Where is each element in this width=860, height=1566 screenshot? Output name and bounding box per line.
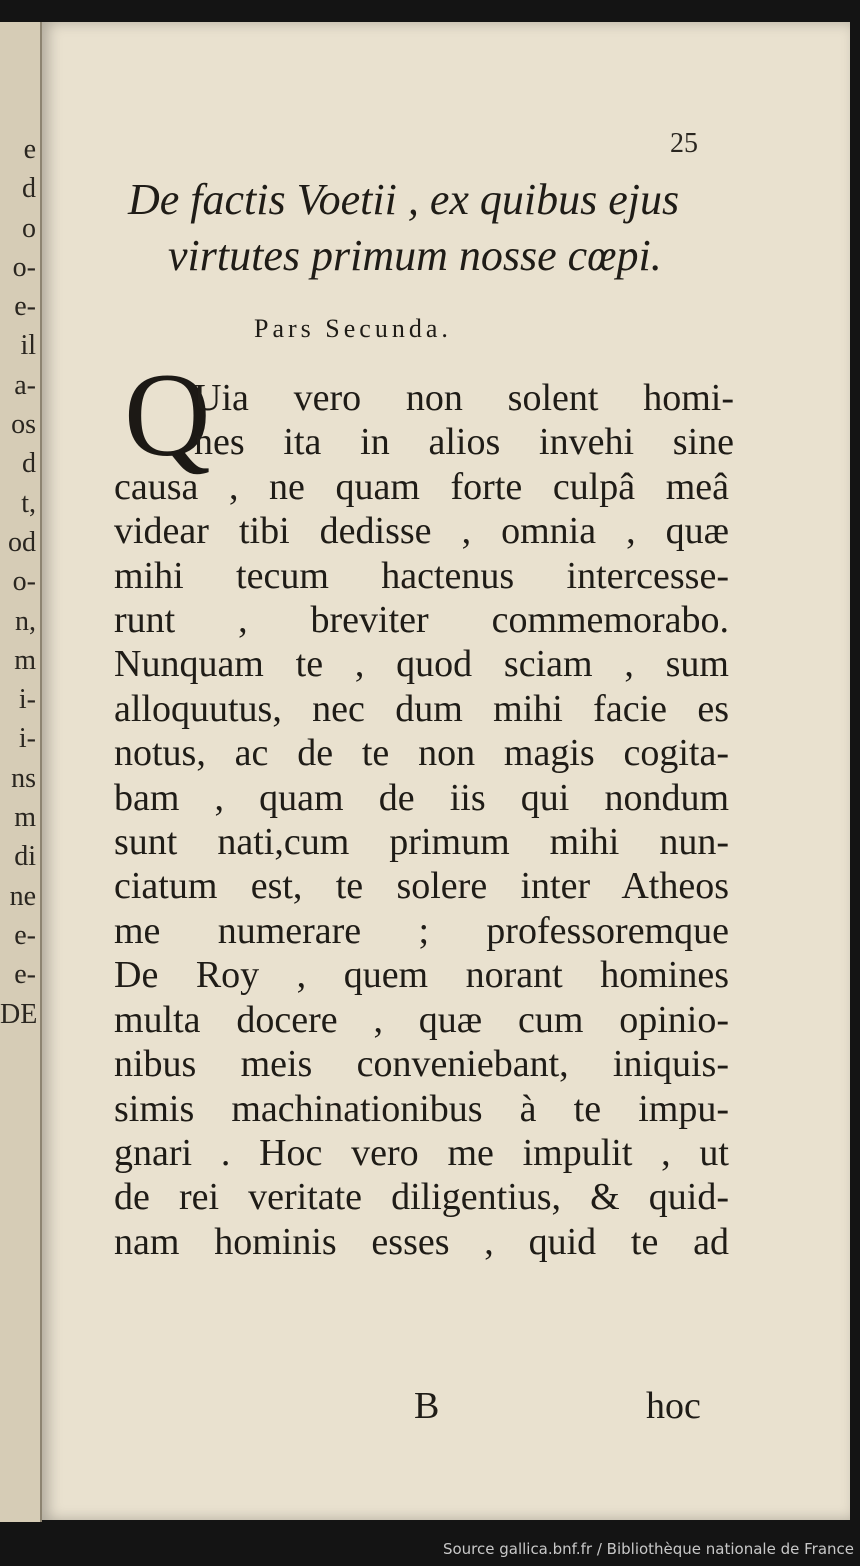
margin-fragment: t, (21, 487, 36, 519)
margin-fragment: o (22, 212, 36, 244)
catchword: hoc (646, 1385, 701, 1427)
left-page-edge (0, 22, 42, 1522)
margin-fragment: o- (12, 251, 36, 283)
margin-fragment: ns (11, 762, 36, 794)
margin-fragment: a- (14, 369, 36, 401)
text-line: ciatum est, te solere inter Atheos (114, 865, 729, 908)
margin-fragment: DE (0, 998, 38, 1030)
margin-fragment: m (14, 802, 36, 834)
source-credit: Source gallica.bnf.fr / Bibliothèque nationale de France (442, 1540, 854, 1558)
text-line: me numerare ; professoremque (114, 909, 729, 952)
heading-line-2: virtutes primum nosse cœpi. (168, 231, 662, 280)
text-line: nam hominis esses , quid te ad (114, 1220, 729, 1263)
margin-fragment: os (11, 409, 36, 441)
text-line: Nunquam te , quod sciam , sum (114, 643, 729, 686)
body-text (114, 376, 734, 1264)
margin-fragment: i- (18, 684, 36, 716)
text-line: mihi tecum hactenus intercesse- (114, 554, 729, 597)
margin-fragment: e (23, 134, 36, 165)
text-line: multa docere , quæ cum opinio- (114, 998, 729, 1041)
text-line: Uia vero non solent homi- (194, 377, 734, 419)
text-line: notus, ac de te non magis cogita- (114, 732, 729, 775)
margin-fragment: di (14, 841, 36, 873)
text-line: De Roy , quem norant homines (114, 954, 729, 997)
text-line: runt , breviter commemorabo. (114, 599, 729, 642)
drop-cap: Q (124, 348, 211, 481)
margin-fragment: e- (14, 919, 36, 951)
text-line: nibus meis conveniebant, iniquis- (114, 1043, 729, 1086)
text-line: gnari . Hoc vero me impulit , ut (114, 1131, 729, 1174)
text-line: bam , quam de iis qui nondum (114, 776, 729, 819)
margin-fragment: n, (15, 605, 36, 637)
text-line: videar tibi dedisse , omnia , quæ (114, 510, 729, 553)
part-title: Pars Secunda. (254, 314, 452, 343)
margin-fragment: ne (9, 880, 36, 912)
margin-fragment: od (8, 526, 36, 558)
text-line: simis machinationibus à te impu- (114, 1087, 729, 1130)
text-line: sunt nati,cum primum mihi nun- (114, 821, 729, 864)
left-page-margin-fragments (0, 130, 36, 1034)
margin-fragment: m (14, 644, 36, 676)
page-number: 25 (670, 128, 698, 159)
margin-fragment: e- (14, 291, 36, 323)
text-line: alloquutus, nec dum mihi facie es (114, 687, 729, 730)
margin-fragment: i- (18, 723, 36, 755)
book-page (42, 22, 850, 1520)
signature-mark: B (414, 1385, 440, 1427)
margin-fragment: d (22, 173, 36, 205)
chapter-heading (128, 172, 768, 284)
margin-fragment: d (22, 448, 36, 480)
text-line: causa , ne quam forte culpâ meâ (114, 465, 729, 508)
margin-fragment: o- (12, 566, 36, 598)
margin-fragment: e- (14, 959, 36, 991)
text-line: nes ita in alios invehi sine (194, 421, 734, 464)
margin-fragment: il (20, 330, 36, 362)
text-line: de rei veritate diligentius, & quid- (114, 1176, 729, 1219)
heading-line-1: De factis Voetii , ex quibus ejus (128, 175, 680, 224)
